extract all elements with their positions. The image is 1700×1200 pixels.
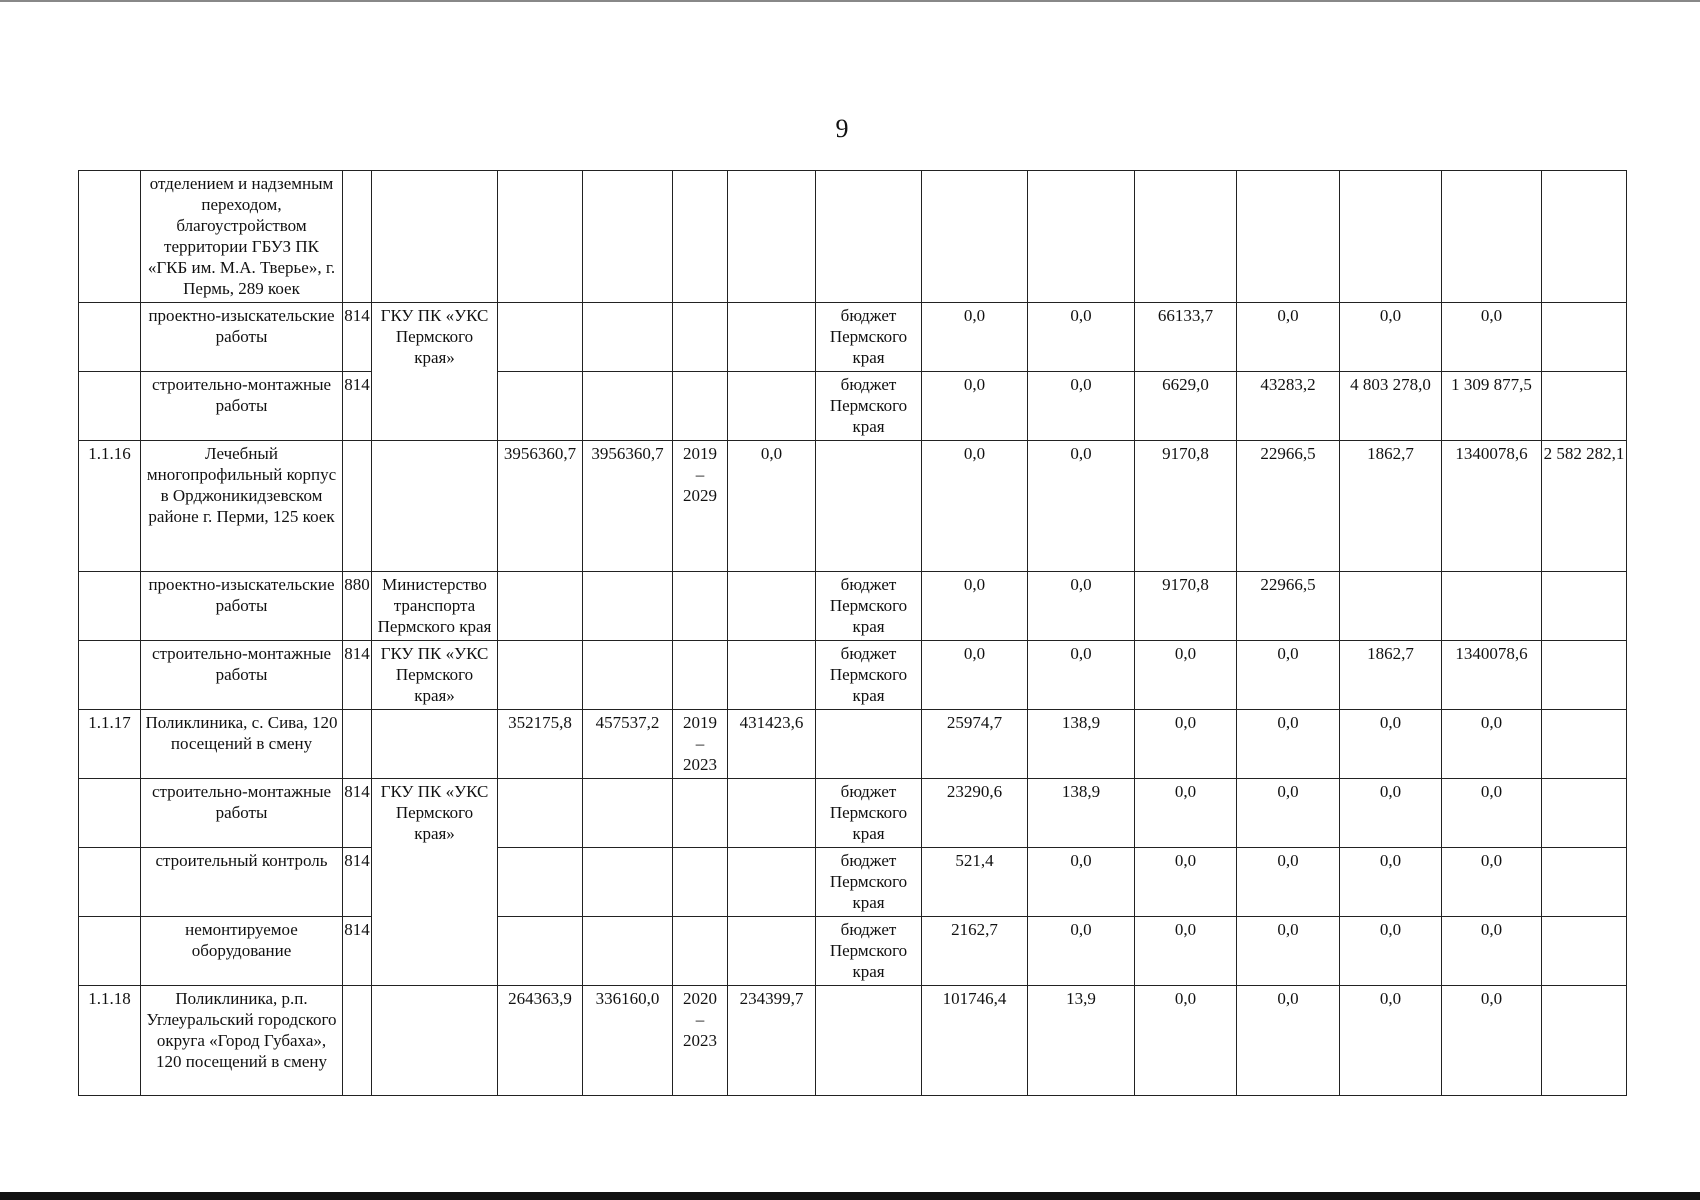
row-number [79, 779, 141, 848]
object-name: немонтируемое оборудование [141, 917, 343, 986]
cell-c6: 457537,2 [583, 710, 673, 779]
budget-code: 814 [343, 779, 372, 848]
budget-code [343, 986, 372, 1096]
cell-c8: 431423,6 [728, 710, 816, 779]
cell-c5: 3956360,7 [498, 441, 583, 572]
value-7 [1542, 917, 1627, 986]
value-5: 0,0 [1340, 303, 1442, 372]
value-6: 0,0 [1442, 917, 1542, 986]
value-7 [1542, 710, 1627, 779]
cell-c6 [583, 917, 673, 986]
object-name: Лечебный многопрофильный корпус в Орджоникидзевском районе г. Перми, 125 коек [141, 441, 343, 572]
value-4: 43283,2 [1237, 372, 1340, 441]
cell-c6 [583, 779, 673, 848]
value-3 [1135, 171, 1237, 303]
value-2: 0,0 [1028, 303, 1135, 372]
cell-c6: 336160,0 [583, 986, 673, 1096]
cell-c6 [583, 641, 673, 710]
value-1: 0,0 [922, 372, 1028, 441]
cell-c8 [728, 848, 816, 917]
value-6: 0,0 [1442, 986, 1542, 1096]
value-1: 521,4 [922, 848, 1028, 917]
value-3: 6629,0 [1135, 372, 1237, 441]
value-1: 0,0 [922, 572, 1028, 641]
cell-period [673, 641, 728, 710]
cell-c5 [498, 848, 583, 917]
value-6: 0,0 [1442, 848, 1542, 917]
table-row [79, 171, 1627, 303]
cell-c6 [583, 572, 673, 641]
funding-source: бюджет Пермского края [816, 641, 922, 710]
value-5: 0,0 [1340, 710, 1442, 779]
value-4: 0,0 [1237, 710, 1340, 779]
cell-period [673, 372, 728, 441]
value-1: 0,0 [922, 441, 1028, 572]
cell-c5 [498, 779, 583, 848]
cell-c6 [583, 303, 673, 372]
value-3: 66133,7 [1135, 303, 1237, 372]
table-row [79, 372, 1627, 441]
cell-c8 [728, 917, 816, 986]
budget-code: 814 [343, 303, 372, 372]
value-3: 0,0 [1135, 641, 1237, 710]
value-6: 0,0 [1442, 303, 1542, 372]
budget-code [343, 171, 372, 303]
value-5: 0,0 [1340, 986, 1442, 1096]
value-5: 1862,7 [1340, 641, 1442, 710]
funding-source [816, 441, 922, 572]
value-3: 9170,8 [1135, 572, 1237, 641]
cell-c5 [498, 372, 583, 441]
value-4: 0,0 [1237, 986, 1340, 1096]
value-5: 0,0 [1340, 917, 1442, 986]
cell-c6 [583, 848, 673, 917]
value-2 [1028, 171, 1135, 303]
cell-period [673, 848, 728, 917]
value-7 [1542, 986, 1627, 1096]
value-7 [1542, 303, 1627, 372]
budget-code [343, 710, 372, 779]
value-1: 2162,7 [922, 917, 1028, 986]
value-2: 0,0 [1028, 917, 1135, 986]
table-row [79, 441, 1627, 572]
value-5: 1862,7 [1340, 441, 1442, 572]
cell-period [673, 779, 728, 848]
table-row [79, 986, 1627, 1096]
budget-code: 814 [343, 641, 372, 710]
cell-c5: 352175,8 [498, 710, 583, 779]
cell-period: 2020 – 2023 [673, 986, 728, 1096]
cell-c8 [728, 641, 816, 710]
organization: ГКУ ПК «УКС Пермского края» [372, 641, 498, 710]
organization [372, 710, 498, 779]
funding-source: бюджет Пермского края [816, 848, 922, 917]
value-2: 0,0 [1028, 572, 1135, 641]
value-6: 0,0 [1442, 710, 1542, 779]
object-name: проектно-изыскательские работы [141, 303, 343, 372]
row-number [79, 303, 141, 372]
value-5: 4 803 278,0 [1340, 372, 1442, 441]
row-number [79, 917, 141, 986]
cell-period: 2019 – 2023 [673, 710, 728, 779]
value-1: 0,0 [922, 303, 1028, 372]
value-3: 0,0 [1135, 986, 1237, 1096]
value-4: 22966,5 [1237, 572, 1340, 641]
funding-source [816, 171, 922, 303]
table-row [79, 710, 1627, 779]
cell-c8: 0,0 [728, 441, 816, 572]
value-6: 1 309 877,5 [1442, 372, 1542, 441]
cell-c5 [498, 917, 583, 986]
value-4: 0,0 [1237, 917, 1340, 986]
value-4: 22966,5 [1237, 441, 1340, 572]
value-7 [1542, 779, 1627, 848]
value-4: 0,0 [1237, 779, 1340, 848]
value-3: 0,0 [1135, 710, 1237, 779]
table-row [79, 779, 1627, 848]
value-7 [1542, 572, 1627, 641]
budget-code: 880 [343, 572, 372, 641]
value-1 [922, 171, 1028, 303]
funding-source: бюджет Пермского края [816, 779, 922, 848]
value-4: 0,0 [1237, 303, 1340, 372]
value-7 [1542, 848, 1627, 917]
object-name: строительно-монтажные работы [141, 641, 343, 710]
cell-period [673, 171, 728, 303]
organization: ГКУ ПК «УКС Пермского края» [372, 303, 498, 441]
page-number: 9 [835, 114, 849, 143]
scan-edge-top [0, 0, 1700, 2]
budget-code: 814 [343, 372, 372, 441]
value-1: 25974,7 [922, 710, 1028, 779]
value-7 [1542, 171, 1627, 303]
value-6: 1340078,6 [1442, 641, 1542, 710]
budget-table [78, 170, 1627, 1096]
cell-period [673, 917, 728, 986]
organization [372, 441, 498, 572]
value-4: 0,0 [1237, 848, 1340, 917]
value-2: 138,9 [1028, 710, 1135, 779]
value-4: 0,0 [1237, 641, 1340, 710]
value-1: 101746,4 [922, 986, 1028, 1096]
budget-code [343, 441, 372, 572]
value-2: 0,0 [1028, 372, 1135, 441]
value-5 [1340, 171, 1442, 303]
funding-source: бюджет Пермского края [816, 917, 922, 986]
cell-c5 [498, 572, 583, 641]
value-2: 0,0 [1028, 641, 1135, 710]
scan-edge-bottom [0, 1192, 1700, 1200]
table-row [79, 572, 1627, 641]
cell-c6: 3956360,7 [583, 441, 673, 572]
value-7: 2 582 282,1 [1542, 441, 1627, 572]
object-name: проектно-изыскательские работы [141, 572, 343, 641]
value-7 [1542, 372, 1627, 441]
object-name: строительно-монтажные работы [141, 779, 343, 848]
row-number: 1.1.16 [79, 441, 141, 572]
cell-c5 [498, 171, 583, 303]
row-number: 1.1.17 [79, 710, 141, 779]
value-6: 1340078,6 [1442, 441, 1542, 572]
row-number [79, 372, 141, 441]
value-2: 138,9 [1028, 779, 1135, 848]
value-6: 0,0 [1442, 779, 1542, 848]
cell-c6 [583, 372, 673, 441]
cell-c8 [728, 171, 816, 303]
organization: Министерство транспорта Пермского края [372, 572, 498, 641]
object-name: отделением и надземным переходом, благоустройством территории ГБУЗ ПК «ГКБ им. М.А. Тверье», г. Пермь, 289 коек [141, 171, 343, 303]
funding-source [816, 986, 922, 1096]
budget-code: 814 [343, 848, 372, 917]
value-5 [1340, 572, 1442, 641]
funding-source: бюджет Пермского края [816, 303, 922, 372]
table-row [79, 917, 1627, 986]
object-name: Поликлиника, с. Сива, 120 посещений в смену [141, 710, 343, 779]
cell-c8 [728, 372, 816, 441]
cell-period [673, 303, 728, 372]
table-row [79, 848, 1627, 917]
value-3: 0,0 [1135, 917, 1237, 986]
value-2: 0,0 [1028, 848, 1135, 917]
cell-c5 [498, 641, 583, 710]
cell-c8 [728, 779, 816, 848]
funding-source: бюджет Пермского края [816, 572, 922, 641]
row-number [79, 572, 141, 641]
value-5: 0,0 [1340, 779, 1442, 848]
value-2: 0,0 [1028, 441, 1135, 572]
cell-period [673, 572, 728, 641]
value-2: 13,9 [1028, 986, 1135, 1096]
organization: ГКУ ПК «УКС Пермского края» [372, 779, 498, 986]
cell-c8: 234399,7 [728, 986, 816, 1096]
organization [372, 171, 498, 303]
row-number [79, 171, 141, 303]
value-3: 9170,8 [1135, 441, 1237, 572]
cell-c8 [728, 572, 816, 641]
value-7 [1542, 641, 1627, 710]
funding-source [816, 710, 922, 779]
value-3: 0,0 [1135, 848, 1237, 917]
value-4 [1237, 171, 1340, 303]
table-row [79, 641, 1627, 710]
value-5: 0,0 [1340, 848, 1442, 917]
cell-c5: 264363,9 [498, 986, 583, 1096]
value-6 [1442, 572, 1542, 641]
object-name: Поликлиника, р.п. Углеуральский городского округа «Город Губаха», 120 посещений в смену [141, 986, 343, 1096]
cell-c6 [583, 171, 673, 303]
budget-code: 814 [343, 917, 372, 986]
funding-source: бюджет Пермского края [816, 372, 922, 441]
cell-c5 [498, 303, 583, 372]
cell-c8 [728, 303, 816, 372]
row-number [79, 848, 141, 917]
value-3: 0,0 [1135, 779, 1237, 848]
object-name: строительный контроль [141, 848, 343, 917]
table-row [79, 303, 1627, 372]
value-1: 23290,6 [922, 779, 1028, 848]
organization [372, 986, 498, 1096]
value-6 [1442, 171, 1542, 303]
row-number: 1.1.18 [79, 986, 141, 1096]
value-1: 0,0 [922, 641, 1028, 710]
row-number [79, 641, 141, 710]
cell-period: 2019 – 2029 [673, 441, 728, 572]
object-name: строительно-монтажные работы [141, 372, 343, 441]
